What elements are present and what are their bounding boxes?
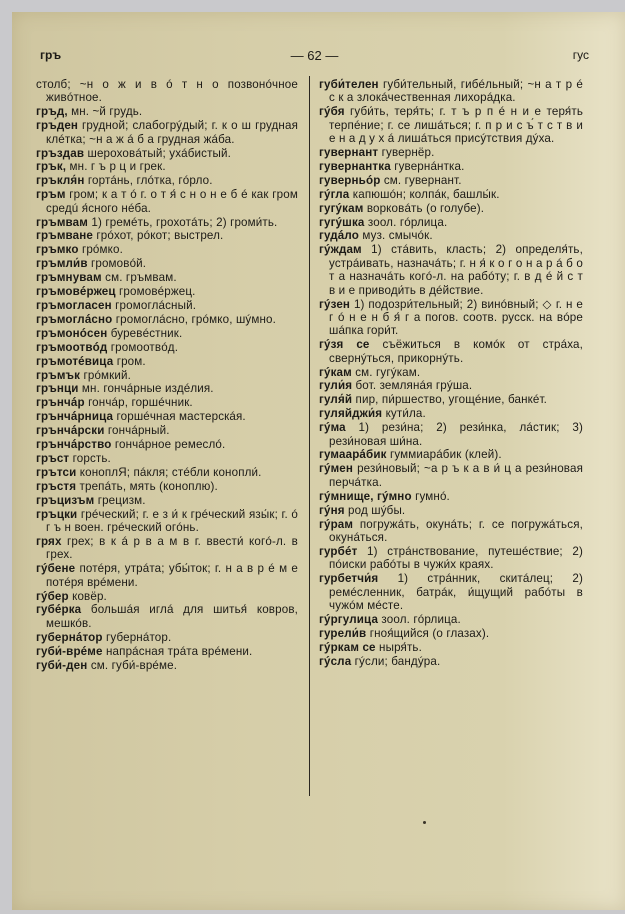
dictionary-entry (319, 105, 583, 145)
definition: съёжиться в комóк от стрáха, свернýться, прикорнýть. (329, 338, 584, 365)
definition: гýсли; бандýра. (354, 654, 441, 668)
dictionary-entry (319, 379, 583, 392)
definition: мн. гончáрные издéлия. (81, 382, 214, 396)
dictionary-entry (36, 494, 298, 507)
dictionary-entry (36, 466, 298, 479)
headword: гýзя се (319, 338, 370, 352)
headword: гръмли́в (36, 257, 88, 271)
definition: потéря, утрáта; убы́ток; г. н а в р é м е потéря врéмени. (46, 562, 298, 589)
definition: напрáсная трáта врéмени. (105, 644, 253, 658)
left-column (36, 78, 298, 672)
headword: гумаарáбик (319, 448, 387, 462)
dictionary-entry (36, 382, 298, 395)
definition: грудной; слабогрýдый; г. к о ш грудная клéтка; ~н а ж á б а грудная жáба. (46, 119, 298, 146)
dictionary-entry (36, 188, 298, 215)
dictionary-entry (36, 229, 298, 242)
dictionary-entry (319, 613, 583, 626)
definition: 1) стрáнствование, путешéствие; 2) пóиски рабóты в чужи́х краях. (329, 544, 584, 572)
definition: губи́ть, теря́ть; г. т ъ р п é н и е теря́ть терпéние; г. се лишáться; г. п р и с ъ́ т с т в и е н а д у х á лишáться присýтствия дýха. (329, 105, 584, 146)
definition: буревéстник. (110, 326, 183, 340)
definition: 1) подозри́тельный; 2) винóвный; ◇ г. н е г ó н е н б я́ г а погов. соотв. русск. на вóре шáпка гори́т. (329, 297, 583, 338)
headword: гувернант (319, 146, 379, 160)
headword: гýбя (319, 105, 345, 119)
dictionary-entry (36, 410, 298, 423)
headword: губи́-ден (36, 658, 88, 672)
dictionary-entry (36, 369, 298, 382)
dictionary-entry (36, 452, 298, 465)
dictionary-entry (36, 119, 298, 146)
definition: гумнó. (415, 489, 450, 503)
headword: гръмък (36, 368, 81, 382)
headword: гýрам (319, 517, 354, 531)
definition: гувернáнтка. (394, 159, 465, 173)
dictionary-entry (36, 271, 298, 284)
dictionary-entry (319, 174, 583, 187)
dictionary-entry (36, 631, 298, 644)
headword: гръмонóсен (36, 326, 108, 340)
dictionary-entry (36, 285, 298, 298)
headword: гýргулица (319, 612, 379, 626)
dictionary-entry (36, 562, 298, 589)
definition: 1) рези́на; 2) рези́нка, лáстик; 3) рези́новая ши́на. (329, 421, 583, 448)
definition: горсть. (72, 451, 111, 465)
dictionary-entry (36, 645, 298, 658)
right-column (319, 78, 583, 668)
dictionary-entry (319, 545, 583, 572)
definition: горшéчная мастерскáя. (116, 410, 246, 424)
dictionary-page (12, 12, 625, 910)
headword: гурбетчи́я (319, 572, 379, 586)
right-guide-word: гус (572, 48, 589, 62)
headword: губи́-врéме (36, 644, 103, 658)
definition: громовéржец. (119, 285, 196, 299)
headword: грях (36, 534, 62, 548)
definition: грóхот, рóкот; выстрел. (96, 229, 224, 243)
dictionary-entry (36, 508, 298, 535)
headword: гуля́й (319, 393, 353, 407)
headword: губернáтор (36, 630, 103, 644)
definition: см. губи́-врéме. (90, 658, 178, 672)
headword: гýбене (36, 562, 76, 576)
headword: гръстя (36, 479, 77, 493)
headword: гурели́в (319, 626, 367, 640)
headword: гуляйджи́я (319, 407, 383, 421)
dictionary-entry (36, 341, 298, 354)
dictionary-entry (319, 462, 583, 489)
definition: грéческий; г. е з и́ к грéческий язы́к; г. ó г ъ н воен. грéческий огóнь. (46, 507, 298, 534)
headword: грътси (36, 465, 77, 479)
definition: губернáтор. (105, 630, 172, 644)
page-header (40, 48, 589, 64)
dictionary-entry (36, 147, 298, 160)
definition: большáя иглá для шитья́ ковров, мешкóв. (46, 603, 298, 630)
definition: гончáрный. (107, 424, 170, 438)
definition: трепáть, мять (коноплю). (79, 479, 218, 493)
definition: коноплЯ; пáкля; стéбли конопли́. (79, 465, 262, 479)
definition: громоотвóд. (110, 340, 179, 354)
dictionary-entry (36, 424, 298, 437)
headword: губéрка (36, 603, 82, 617)
dictionary-entry (319, 160, 583, 173)
definition: род шýбы. (348, 503, 406, 517)
definition: 1) стрáнник, скитáлец; 2) ремéсленник, батрáк, и́щущий рабóты в чужóм мéсте. (329, 572, 583, 612)
definition: ворковáть (о голубе). (366, 201, 485, 215)
dictionary-entry (36, 299, 298, 312)
definition: громовóй. (90, 257, 147, 271)
definition: гувернёр. (381, 146, 435, 160)
headword: губи́телен (319, 78, 379, 91)
headword: гугýкам (319, 201, 364, 215)
dictionary-entry (319, 393, 583, 406)
definition: гноя́щийся (о глазах). (369, 626, 490, 640)
headword: гръмотéвица (36, 354, 114, 368)
dictionary-entry (36, 313, 298, 326)
definition: ковёр. (72, 589, 107, 603)
definition: зоол. гóрлица. (381, 612, 461, 626)
definition: пир, пи́ршество, угощéние, банкéт. (355, 393, 548, 407)
definition: мн. г ъ р ц и грек. (69, 160, 166, 174)
dictionary-entry (36, 160, 298, 173)
headword: гръмовéржец (36, 285, 116, 299)
dictionary-entry (36, 257, 298, 270)
definition: гром. (116, 354, 146, 368)
dictionary-entry (36, 590, 298, 603)
dictionary-entry (36, 174, 298, 187)
headword: гръст (36, 451, 70, 465)
dictionary-entry (319, 298, 583, 338)
headword: гръм (36, 188, 66, 202)
headword: гýзен (319, 297, 351, 311)
dictionary-entry (319, 572, 583, 612)
headword: гули́я (319, 379, 353, 393)
headword: гурбéт (319, 544, 358, 558)
column-divider (309, 76, 310, 796)
dictionary-entry (319, 518, 583, 545)
headword: гръмване (36, 229, 94, 243)
definition: погружáть, окунáть; г. се погружáться, окунáться. (329, 517, 583, 544)
dictionary-entry (319, 188, 583, 201)
definition: ныря́ть. (379, 640, 422, 654)
definition: см. гугýкам. (355, 365, 421, 379)
headword: гувернантка (319, 159, 391, 173)
dictionary-entry (36, 603, 298, 630)
definition: кути́ла. (385, 407, 426, 421)
dictionary-entry (319, 504, 583, 517)
definition: капюшóн; колпáк, башлы́к. (352, 187, 500, 201)
definition: гортáнь, глóтка, гóрло. (87, 174, 213, 188)
headword: гугýшка (319, 215, 365, 229)
dictionary-entry (319, 407, 583, 420)
definition: гончáрное ремеслó. (114, 438, 226, 452)
headword: гръмоотвóд (36, 340, 108, 354)
dictionary-entry (36, 396, 298, 409)
dictionary-entry (319, 229, 583, 242)
headword: гýмнище, гýмно (319, 489, 412, 503)
definition: грóмко. (81, 243, 123, 257)
headword: гръцки (36, 507, 78, 521)
left-guide-word: гръ (40, 48, 62, 62)
dictionary-entry (319, 490, 583, 503)
definition: гуммиарáбик (клей). (389, 448, 502, 462)
dictionary-entry (319, 243, 583, 297)
dictionary-entry (319, 655, 583, 668)
dictionary-entry (319, 146, 583, 159)
definition: см. гръмвам. (105, 271, 177, 285)
dictionary-entry (319, 338, 583, 365)
headword: грънчáрски (36, 424, 105, 438)
headword: гръцизъм (36, 493, 95, 507)
headword: грънци (36, 382, 79, 396)
dictionary-entry (319, 448, 583, 461)
definition: грех; в к á р в а м в г. ввести́ когó-л. в грех. (46, 534, 298, 562)
definition: грóмкий. (83, 368, 132, 382)
dictionary-entry (36, 535, 298, 562)
definition: рези́новый; ~а р ъ к а в и́ ц а рези́новая перчáтка. (329, 462, 583, 489)
definition: 1) стáвить, класть; 2) определя́ть, устрáивать, назначáть; г. н я́ к о г о н а р á б о т а назначáть когó-л. на рабóту; г. в д é й с т в и е приводи́ть в дéйствие. (329, 243, 583, 297)
headword: гудáло (319, 229, 359, 243)
headword: грък, (36, 160, 67, 174)
headword: грънчáр (36, 396, 85, 410)
headword: грънчáрство (36, 438, 112, 452)
headword: гръмвам (36, 215, 88, 229)
headword: гýкам (319, 365, 352, 379)
definition: зоол. гóрлица. (367, 215, 448, 229)
definition: гром; к а т ó г. о т я́ с н о н е б é как гром средú я́сного нéба. (46, 188, 298, 215)
headword: грънчáрница (36, 410, 114, 424)
definition: муз. смычóк. (362, 229, 433, 243)
definition: мн. ~й грудь. (71, 105, 143, 119)
headword: гръздав (36, 146, 85, 160)
definition: громоглáсно, грóмко, шýмно. (115, 312, 276, 326)
definition: грецизм. (97, 493, 146, 507)
headword: гýма (319, 421, 346, 435)
definition: столб; ~н о ж и в ó т н о позвонóчное живóтное. (36, 78, 298, 105)
page-number: — 62 — (290, 48, 339, 63)
headword: гýркам се (319, 640, 376, 654)
headword: гръмогласен (36, 299, 112, 312)
headword: гýня (319, 503, 345, 517)
dictionary-entry (36, 355, 298, 368)
definition: 1) гремéть, грохотáть; 2) громи́ть. (91, 215, 278, 229)
dictionary-entry (319, 641, 583, 654)
definition: шероховáтый; ухáбистый. (87, 146, 232, 160)
headword: гýсла (319, 654, 352, 668)
dictionary-entry (319, 216, 583, 229)
dictionary-entry (36, 327, 298, 340)
headword: гýгла (319, 187, 350, 201)
dictionary-entry (36, 480, 298, 493)
dictionary-entry (36, 243, 298, 256)
dictionary-entry (319, 78, 583, 105)
headword: гръмоглáсно (36, 312, 113, 326)
definition: см. гувернант. (383, 173, 462, 187)
headword: гръд, (36, 105, 68, 119)
headword: гýмен (319, 462, 354, 476)
definition: гончáр, горшéчник. (88, 396, 193, 410)
dictionary-entry (36, 659, 298, 672)
definition: громоглáсный. (115, 299, 197, 312)
dictionary-entry (319, 202, 583, 215)
dictionary-entry (36, 105, 298, 118)
dictionary-entry (319, 627, 583, 640)
headword: гуверньóр (319, 173, 381, 187)
headword: гýбер (36, 589, 69, 603)
dictionary-entry (36, 438, 298, 451)
dictionary-entry (319, 366, 583, 379)
headword: гръмко (36, 243, 79, 257)
dictionary-entry (36, 78, 298, 105)
dictionary-entry (36, 216, 298, 229)
headword: гýждам (319, 243, 362, 257)
headword: гръкля́н (36, 174, 85, 188)
definition: губи́тельный, гибéльный; ~н а т р é с к а злокáчественная лихорáдка. (329, 78, 583, 105)
dictionary-entry (319, 421, 583, 448)
print-speck (423, 821, 426, 824)
definition: бот. землянáя грýша. (355, 379, 473, 393)
headword: гръ́ден (36, 119, 79, 133)
headword: гръмнувам (36, 271, 102, 285)
